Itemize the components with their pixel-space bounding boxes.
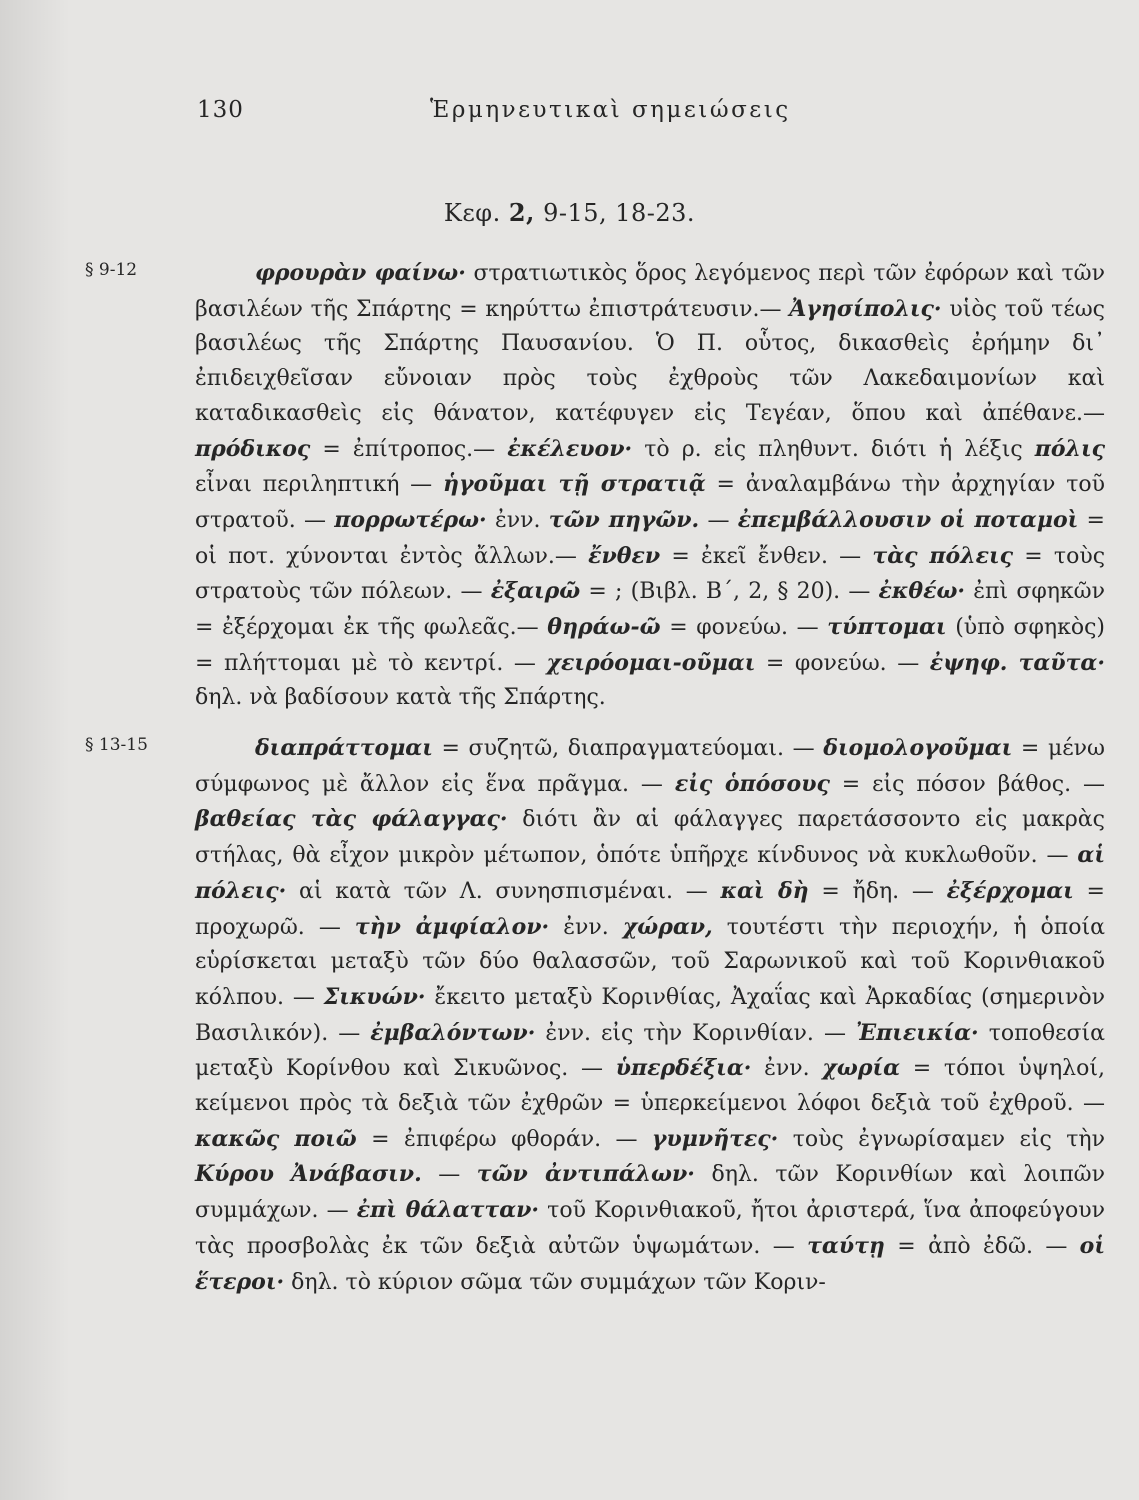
lemma: καὶ δὴ xyxy=(720,877,809,904)
lemma: Ἐπιεικία· xyxy=(856,1019,979,1046)
lemma: θηράω-ῶ xyxy=(547,614,661,641)
lemma: ἐμβαλόντων· xyxy=(370,1019,536,1046)
gloss-text: αἱ κατὰ τῶν Λ. συνησπισμέναι. — xyxy=(286,878,721,904)
lemma: τῶν πηγῶν. xyxy=(548,506,700,533)
section-9-12 xyxy=(85,256,1106,716)
lemma: γυμνῆτες· xyxy=(651,1125,779,1152)
chapter-number: 2, xyxy=(508,198,535,227)
chapter-heading xyxy=(0,198,1139,227)
gloss-text: δηλ. νὰ βαδίσουν κατὰ τῆς Σπάρτης. xyxy=(195,685,606,711)
gloss-text: (ὑπὸ σφηκὸς) = πλήττομαι μὲ τὸ κεντρί. — xyxy=(195,615,1106,676)
lemma: ἔνθεν xyxy=(588,542,661,569)
gloss-text: ἐπὶ σφηκῶν = ἐξέρχομαι ἐκ τῆς φωλεᾶς.— xyxy=(195,579,1105,641)
gloss-text: υἱὸς τοῦ τέως βασιλέως τῆς Σπάρτης Παυσανίου. Ὁ Π. οὗτος, δικασθεὶς ἐρήμην δι᾿ ἐπιδειχθεῖσαν εὔνοιαν πρὸς τοὺς ἐχθροὺς τῶν Λακεδαιμονίων καὶ καταδικασθεὶς εἰς θάνατον, κατέφυγεν εἰς Τεγέαν, ὅπου καὶ ἀπέθανε.— xyxy=(195,296,1105,426)
lemma: ἡγοῦμαι τῇ στρατιᾷ xyxy=(442,471,706,498)
gloss-text: εἶναι περιληπτική — xyxy=(195,472,443,498)
lemma: διομολογοῦμαι xyxy=(823,735,1013,761)
gloss-text: διότι ἂν αἱ φάλαγγες παρετάσσοντο εἰς μακρὰς στήλας, θὰ εἶχον μικρὸν μέτωπον, ὁπότε ὑπῆρχε κίνδυνος νὰ κυκλωθοῦν. — xyxy=(195,807,1105,869)
gloss-text: = τοὺς στρατοὺς τῶν πόλεων. — xyxy=(195,543,1106,605)
gloss-text: = μένω σύμφωνος μὲ ἄλλον εἰς ἕνα πρᾶγμα. — xyxy=(195,736,1105,797)
lemma: Σικυών· xyxy=(323,983,426,1010)
gloss-text: τοῦ Κορινθιακοῦ, ἤτοι ἀριστερά, ἵνα ἀποφεύγουν τὰς προσβολὰς ἐκ τῶν δεξιὰ αὐτῶν ὑψωμάτων. — xyxy=(195,1198,1105,1259)
lemma: τὴν ἀμφίαλον· xyxy=(354,913,550,940)
gloss-text: τοποθεσία μεταξὺ Κορίνθου καὶ Σικυῶνος. — xyxy=(195,1020,1106,1082)
gloss-text: = ἀπὸ ἐδῶ. — xyxy=(884,1233,1080,1259)
section-13-15 xyxy=(85,731,1106,1300)
lemma: ἐκέλευον· xyxy=(507,435,633,462)
chapter-prefix: Κεφ. xyxy=(443,199,501,227)
gloss-text: = ἐπιφέρω φθοράν. — xyxy=(356,1126,652,1152)
gloss-text: ἐνν. xyxy=(486,507,549,533)
lemma: τῶν ἀντιπάλων· xyxy=(476,1161,695,1188)
lemma: αἱ πόλεις· xyxy=(195,842,1105,904)
gloss-text: ἐνν. εἰς τὴν Κορινθίαν. — xyxy=(535,1020,856,1046)
gloss-text: τουτέστι τὴν περιοχήν, ἡ ὁποία εὑρίσκεται μεταξὺ τῶν δύο θαλασσῶν, τοῦ Σαρωνικοῦ καὶ τοῦ Κορινθιακοῦ κόλπου. — xyxy=(195,914,1105,1010)
lemma: εἰς ὁπόσους xyxy=(674,770,830,797)
gloss-text: = εἰς πόσον βάθος. — xyxy=(829,771,1105,797)
running-title: Ἑρμηνευτικαὶ σημειώσεις xyxy=(430,97,791,123)
gloss-text: = προχωρῶ. — xyxy=(195,878,1105,940)
gloss-text: = ἐκεῖ ἔνθεν. — xyxy=(660,543,873,569)
gloss-text: ἐνν. xyxy=(549,914,623,940)
lemma: ταύτῃ xyxy=(807,1232,885,1259)
gloss-text: τὸ ρ. εἰς πληθυντ. διότι ἡ λέξις xyxy=(632,436,1035,462)
section-label: § 13-15 xyxy=(85,735,148,755)
section-body xyxy=(195,731,1105,1300)
gloss-text: δηλ. τῶν Κορινθίων καὶ λοιπῶν συμμάχων. — xyxy=(195,1162,1105,1224)
lemma: ἐξαιρῶ xyxy=(490,578,581,605)
lemma: πόλις xyxy=(1034,435,1106,462)
lemma: ἐξέρχομαι xyxy=(946,877,1074,904)
lemma: πρόδικος xyxy=(195,435,311,462)
lemma: ἐπὶ θάλατταν· xyxy=(356,1197,540,1224)
lemma: βαθείας τὰς φάλαγγας· xyxy=(195,806,508,833)
lemma: κακῶς ποιῶ xyxy=(195,1125,357,1152)
gloss-text: = ἤδη. — xyxy=(808,878,947,904)
gloss-text: = φονεύω. — xyxy=(660,615,828,641)
lemma: Κύρου Ἀνάβασιν. xyxy=(195,1161,422,1188)
lemma: χώραν, xyxy=(622,913,713,940)
lemma: χειρόομαι-οῦμαι xyxy=(546,649,756,676)
section-label: § 9-12 xyxy=(85,260,138,280)
gloss-text: = φονεύω. — xyxy=(755,650,930,676)
lemma: διαπράττομαι xyxy=(255,735,433,761)
gloss-text: = τόποι ὑψηλοί, κείμενοι πρὸς τὰ δεξιὰ τῶν ἐχθρῶν = ὑπερκείμενοι λόφοι δεξιὰ τοῦ ἐχθροῦ. — xyxy=(195,1056,1105,1117)
chapter-range: 9-15, 18-23. xyxy=(543,199,696,227)
gloss-text: = συζητῶ, διαπραγματεύομαι. — xyxy=(432,736,824,761)
gloss-text: δηλ. τὸ κύριον σῶμα τῶν συμμάχων τῶν Κοριν- xyxy=(284,1269,826,1295)
lemma: ἐψηφ. ταῦτα· xyxy=(929,649,1106,676)
lemma: φρουρὰν φαίνω· xyxy=(255,260,466,286)
lemma: Ἀγησίπολις· xyxy=(789,295,942,322)
lemma: τύπτομαι xyxy=(827,614,947,641)
gloss-text: = οἱ ποτ. χύνονται ἐντὸς ἄλλων.— xyxy=(195,507,1105,569)
lemma: χωρία xyxy=(822,1055,901,1082)
gloss-text: = ἐπίτροπος.— xyxy=(310,436,508,462)
lemma: ἐπεμβάλλουσιν οἱ ποταμοὶ xyxy=(737,506,1079,533)
gloss-text: τοὺς ἐγνωρίσαμεν εἰς τὴν xyxy=(778,1126,1105,1152)
section-body xyxy=(195,256,1105,716)
gloss-text: — xyxy=(699,507,738,533)
gloss-text: ἔκειτο μεταξὺ Κορινθίας, Ἀχαΐας καὶ Ἀρκαδίας (σημερινὸν Βασιλικόν). — xyxy=(195,984,1105,1046)
lemma: τὰς πόλεις xyxy=(872,542,1014,569)
page-number: 130 xyxy=(197,97,244,123)
gloss-text: στρατιωτικὸς ὅρος λεγόμενος περὶ τῶν ἐφόρων καὶ τῶν βασιλέων τῆς Σπάρτης = κηρύττω ἐπιστράτευσιν.— xyxy=(195,261,1105,322)
lemma: πορρωτέρω· xyxy=(334,506,487,533)
gloss-text: = ἀναλαμβάνω τὴν ἀρχηγίαν τοῦ στρατοῦ. — xyxy=(195,472,1105,533)
gloss-text: — xyxy=(421,1162,477,1188)
gloss-text: = ; (Βιβλ. Β΄, 2, § 20). — xyxy=(580,579,879,605)
lemma: οἱ ἕτεροι· xyxy=(195,1232,1105,1295)
lemma: ὑπερδέξια· xyxy=(615,1055,752,1082)
gloss-text: ἐνν. xyxy=(751,1056,823,1082)
lemma: ἐκθέω· xyxy=(878,578,966,605)
